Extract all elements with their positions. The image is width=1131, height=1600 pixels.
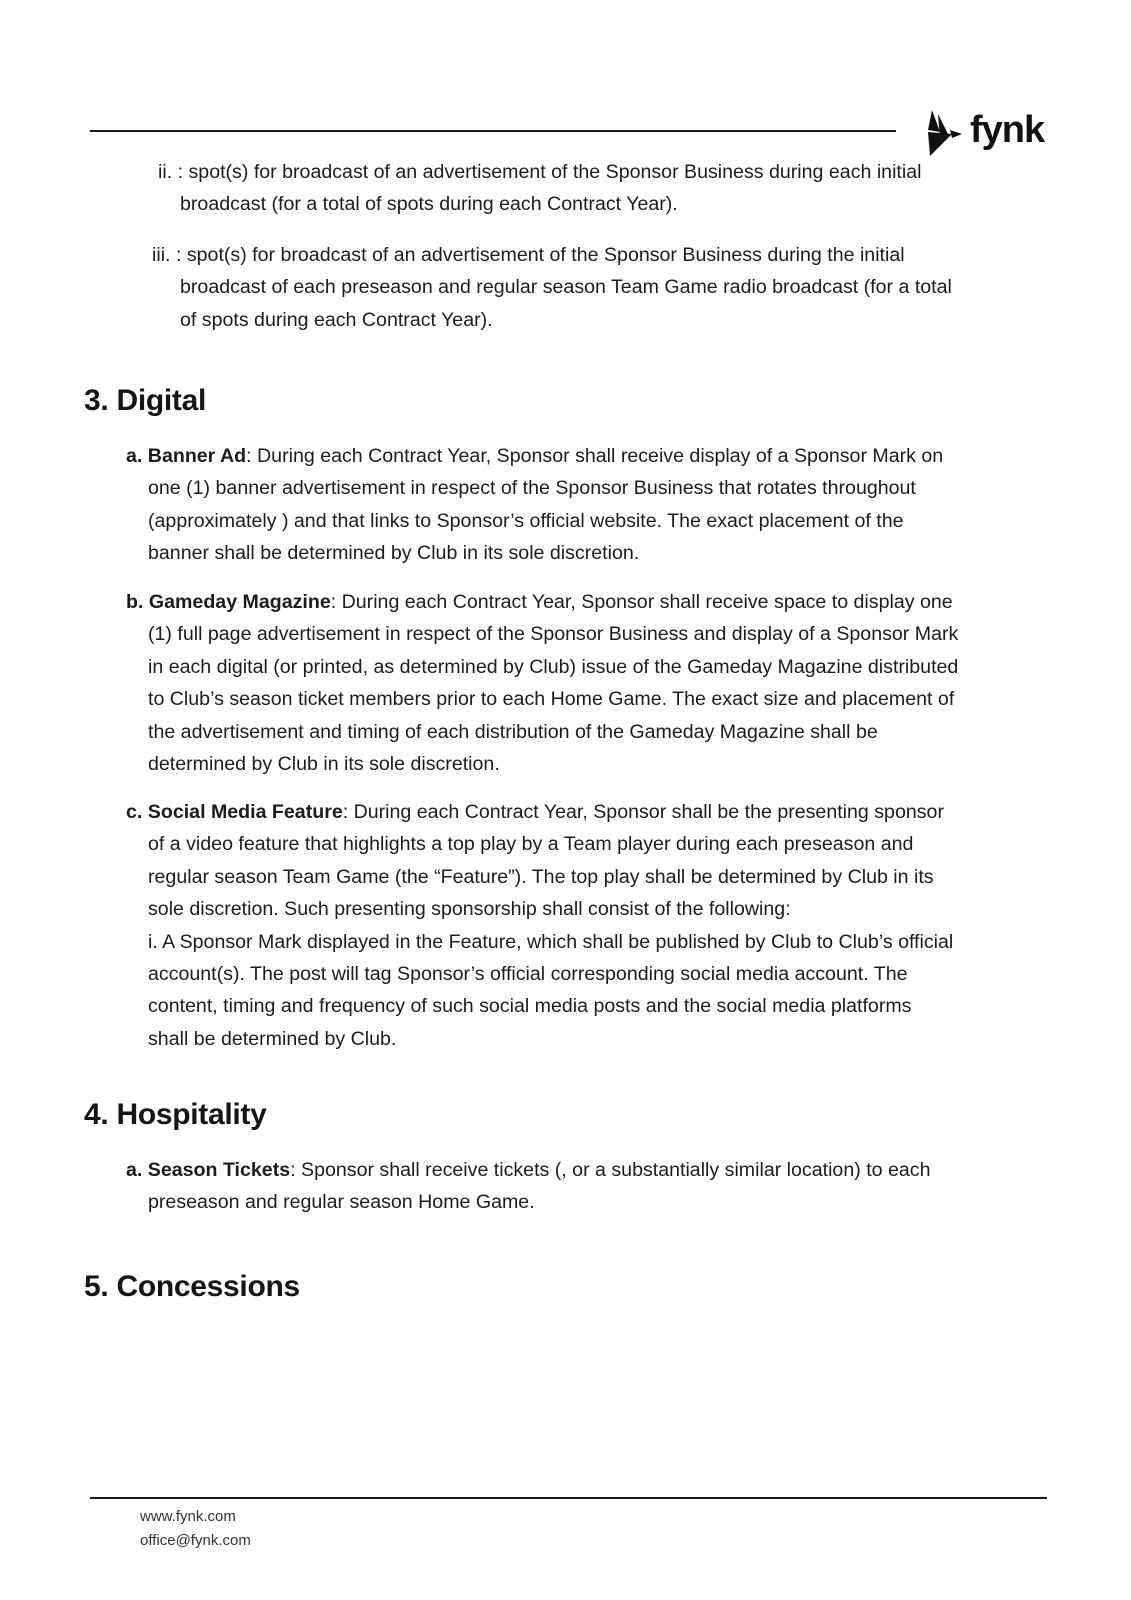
hospitality-item-season-tickets: a. Season Tickets: Sponsor shall receive tickets (, or a substantially similar location) to each preseason and regular season Home Game.	[126, 1159, 931, 1214]
header-divider	[90, 130, 896, 132]
term-season-tickets: Season Tickets	[147, 1159, 291, 1181]
term-banner-ad: Banner Ad	[147, 445, 247, 467]
broadcast-item-ii: ii. : spot(s) for broadcast of an advertisement of the Sponsor Business during each initial broadcast (for a total of spots during each Contract Year).	[158, 161, 922, 216]
section-heading-digital: 3. Digital	[84, 384, 207, 417]
footer-email-link[interactable]: office@fynk.com	[140, 1532, 251, 1549]
digital-item-gameday-magazine: b. Gameday Magazine: During each Contract Year, Sponsor shall receive space to display one (1) full page advertisement in respect of the Sponsor Business and display of a Sponsor Mark in each digital (or printed, as determined by Club) issue of the Gameday Magazine distributed to Club’s season ticket members prior to each Home Game. The exact size and placement of the advertisement and timing of each distribution of the Gameday Magazine shall be determined by Club in its sole discretion.	[126, 591, 959, 776]
brand-name: fynk	[970, 108, 1045, 151]
section-heading-concessions: 5. Concessions	[84, 1270, 300, 1303]
footer-website-link[interactable]: www.fynk.com	[140, 1508, 236, 1525]
fynk-bird-logo-icon	[922, 108, 966, 158]
brand-logo	[922, 106, 1044, 160]
term-social-media-feature: Social Media Feature	[147, 801, 343, 823]
digital-item-social-media-feature: c. Social Media Feature: During each Contract Year, Sponsor shall be the presenting sponsor of a video feature that highlights a top play by a Team player during each preseason and regular season Team Game (the “Feature”). The top play shall be determined by Club in its sole discretion. Such presenting sponsorship shall consist of the following: i. A Sponsor Mark displayed in the Feature, which shall be published by Club to Club’s official account(s). The post will tag Sponsor’s official corresponding social media account. The content, timing and frequency of such social media posts and the social media platforms shall be determined by Club.	[126, 801, 954, 1050]
section-heading-hospitality: 4. Hospitality	[84, 1098, 267, 1131]
footer-divider	[90, 1497, 1047, 1499]
broadcast-item-iii: iii. : spot(s) for broadcast of an advertisement of the Sponsor Business during the initial broadcast of each preseason and regular season Team Game radio broadcast (for a total of spots during each Contract Year).	[152, 244, 952, 331]
term-gameday-magazine: Gameday Magazine	[148, 591, 331, 613]
digital-item-banner-ad: a. Banner Ad: During each Contract Year, Sponsor shall receive display of a Sponsor Mark on one (1) banner advertisement in respect of the Sponsor Business that rotates throughout (approximately ) and that links to Sponsor’s official website. The exact placement of the banner shall be determined by Club in its sole discretion.	[126, 445, 944, 565]
